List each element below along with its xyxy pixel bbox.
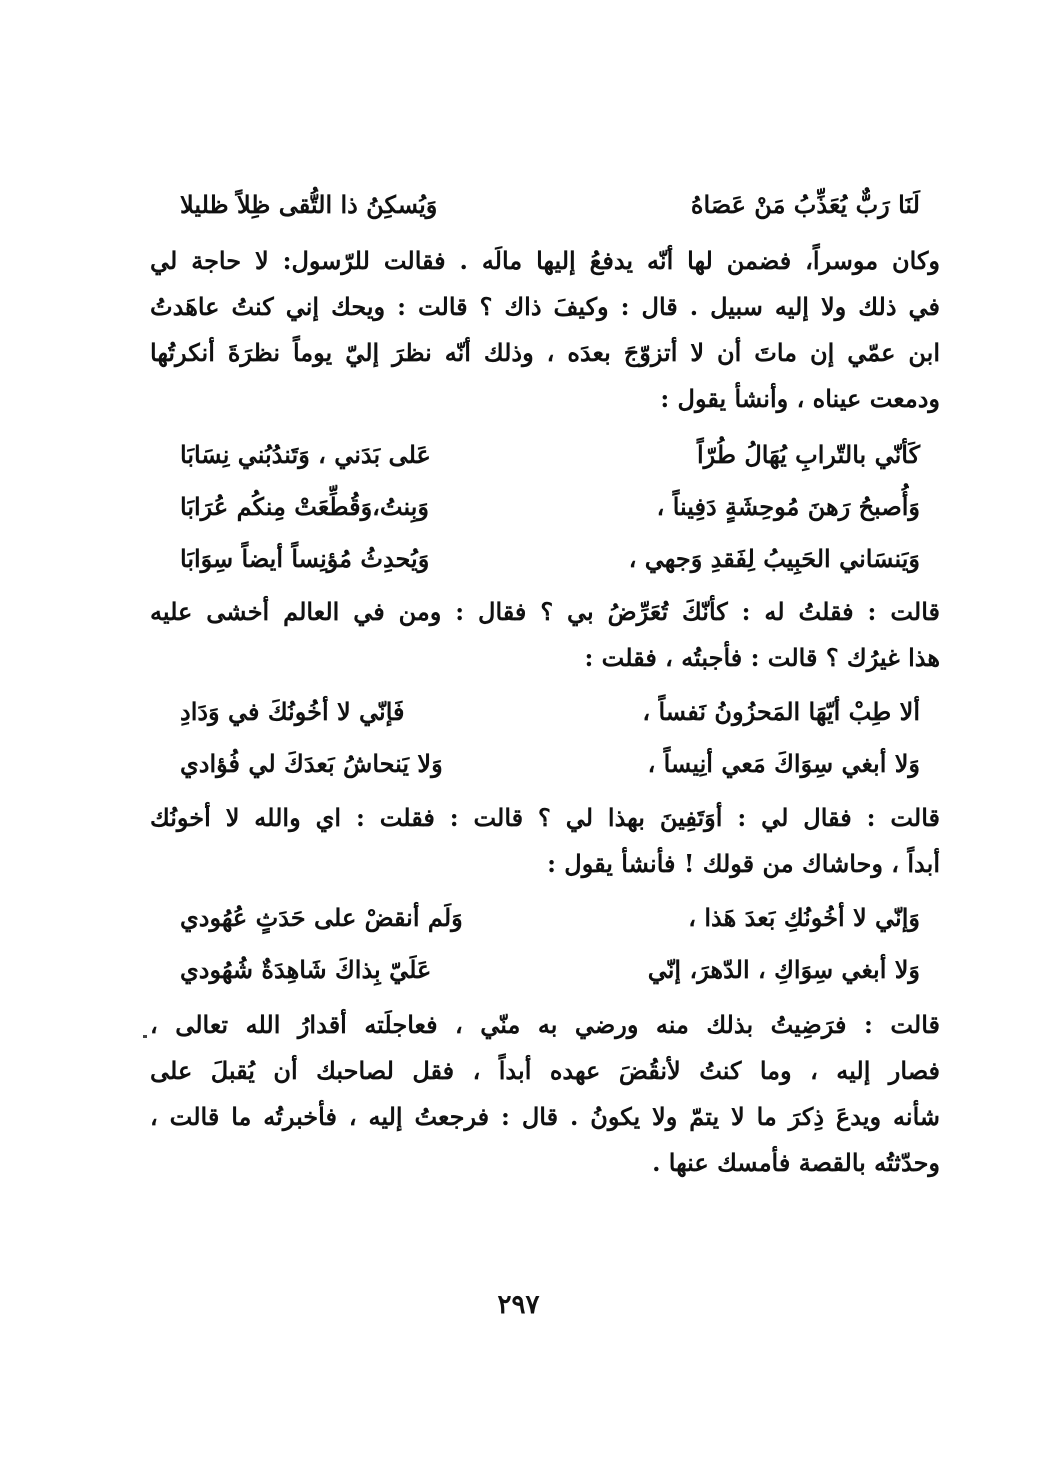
verse-hemistich-second: وَيُحدِثُ مُؤنِساً أيضاً سِوَابَا [180, 544, 430, 573]
paragraph-line: ودمعت عيناه ، وأنشأ يقول : [660, 384, 940, 413]
verse-hemistich-first: وَأُصبحُ رَهنَ مُوحِشَةٍ دَفِيناً ، [656, 492, 920, 521]
paragraph-line: ابن عمّي إن ماتَ أن لا أتزوّجَ بعدَه ، وذلك أنّه نظرَ إليّ يوماً نظرَةَ أنكرتُها [150, 338, 940, 367]
verse-hemistich-second: عَلى بَدَني ، وَتَندُبُني نِسَابَا [180, 440, 431, 469]
paragraph-line: وكان موسراً، فضمن لها أنّه يدفعُ إليها مالَه . فقالت للرّسول: لا حاجة لي [150, 246, 940, 275]
verse-hemistich-first: ألا طِبْ أيّهَا المَحزُونُ نَفساً ، [642, 697, 920, 726]
verse-line [150, 492, 940, 540]
verse-hemistich-second: وَلَم أنقضْ على حَدَثٍ عُهُودي [180, 903, 463, 932]
paragraph-line: شأنه ويدعَ ذِكرَ ما لا يتمّ ولا يكونُ . قال : فرجعتُ إليه ، فأخبرتُه ما قالت ، [150, 1102, 940, 1131]
verse-line [150, 955, 940, 1003]
paragraph-line: هذا غيرُك ؟ قالت : فأجبتُه ، فقلت : [584, 643, 940, 672]
verse-hemistich-second: وَبِنتُ،وَقُطِّعَتْ مِنكُم عُرَابَا [180, 492, 429, 521]
paragraph-line: في ذلك ولا إليه سبيل . قال : وكيفَ ذاك ؟ قالت : ويحك إني كنتُ عاهَدتُ [150, 292, 940, 321]
paragraph-line: قالت : فقلتُ له : كأنّكَ تُعَرِّضُ بي ؟ فقال : ومن في العالم أخشى عليه [150, 597, 940, 626]
paragraph-line: وحدّثتُه بالقصة فأمسك عنها . [652, 1148, 940, 1177]
paragraph-line: قالت : فقال لي : أوَتَفِينَ بهذا لي ؟ قالت : فقلت : اي والله لا أخونُك [150, 803, 940, 832]
verse-hemistich-first: وَلا أبغي سِوَاكَ مَعي أنِيساً ، [647, 749, 920, 778]
verse-line [150, 749, 940, 797]
verse-hemistich-first: وَإنّي لا أخُونُكِ بَعدَ هَذا ، [688, 903, 920, 932]
verse-hemistich-second: وَيُسكِنُ ذا التُّقى ظِلاً ظليلا [180, 190, 438, 219]
paragraph-line: قالت : فرَضِيتُ بذلك منه ورضي به منّي ، فعاجلَته أقدارُ الله تعالى ، [150, 1010, 940, 1039]
paragraph-line: أبداً ، وحاشاك من قولك ! فأنشأ يقول : [547, 849, 940, 878]
verse-hemistich-second: عَلَيّ بِذاكَ شَاهِدَةٌ شُهُودي [180, 955, 432, 984]
page-number: ٢٩٧ [497, 1290, 540, 1320]
verse-hemistich-first: لَنَا رَبٌّ يُعَذِّبُ مَنْ عَصَاهُ [690, 190, 920, 219]
verse-hemistich-second: فَإنّي لا أخُونُكَ في وَدَادِ [180, 697, 405, 726]
verse-hemistich-first: كَأنّي بالتّرابِ يُهَالُ طُرّاً [696, 440, 920, 469]
verse-line [150, 440, 940, 488]
verse-line [150, 190, 940, 238]
paragraph-line: فصار إليه ، وما كنتُ لأنقُضَ عهده أبداً ، فقل لصاحبك أن يُقبلَ على [150, 1056, 940, 1085]
verse-hemistich-first: وَيَنسَاني الحَبِيبُ لِفَقدِ وَجهي ، [628, 544, 920, 573]
verse-hemistich-first: وَلا أبغي سِوَاكِ ، الدّهرَ، إنّي [647, 955, 920, 984]
verse-line [150, 697, 940, 745]
scan-speck [143, 1035, 147, 1038]
verse-line [150, 544, 940, 592]
verse-line [150, 903, 940, 951]
verse-hemistich-second: وَلا يَنحاشُ بَعدَكَ لي فُؤادي [180, 749, 443, 778]
